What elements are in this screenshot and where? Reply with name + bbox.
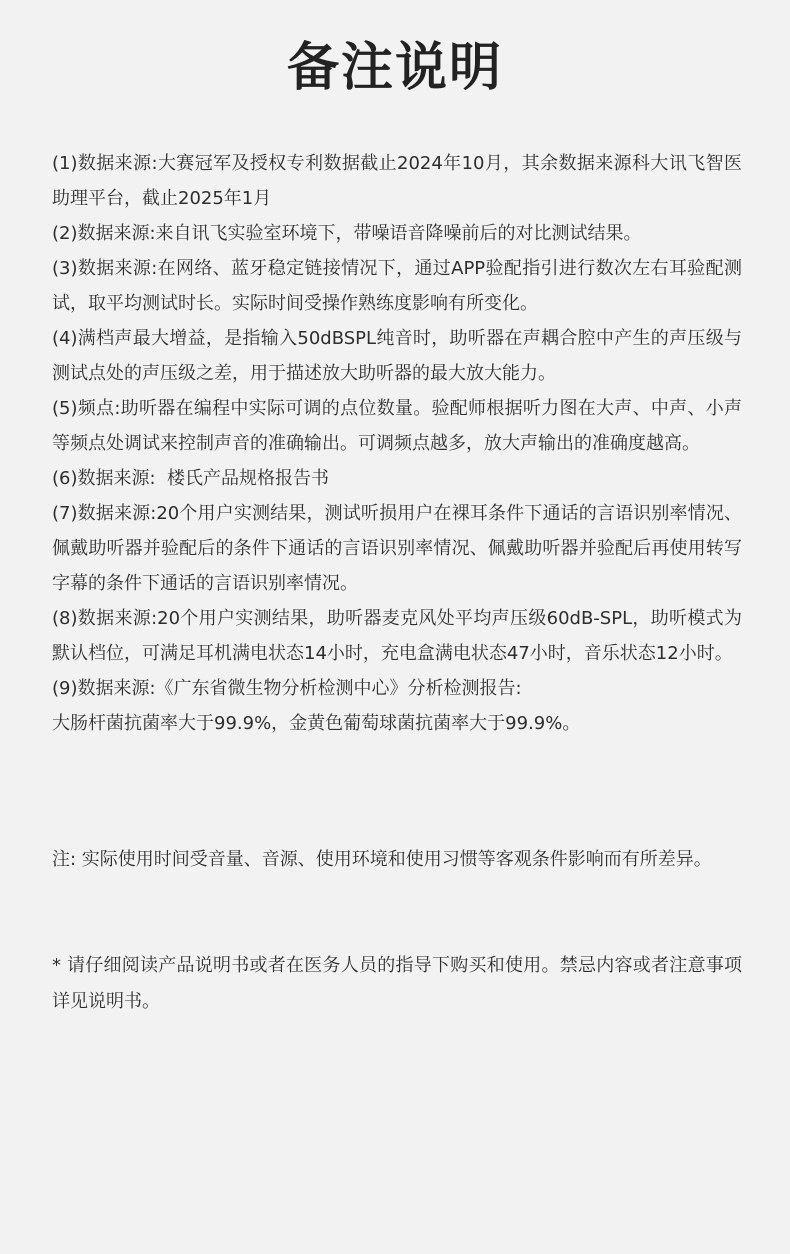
note-9-detail: 大肠杆菌抗菌率大于99.9%，金黄色葡萄球菌抗菌率大于99.9%。 xyxy=(52,713,581,734)
note-1: (1)数据来源:大赛冠军及授权专利数据截止2024年10月，其余数据来源科大讯飞智医助理平台，截止2025年1月 xyxy=(52,153,742,209)
note-9: (9)数据来源:《广东省微生物分析检测中心》分析检测报告: xyxy=(52,678,522,699)
note-7: (7)数据来源:20个用户实测结果，测试听损用户在裸耳条件下通话的言语识别率情况、佩戴助听器并验配后的条件下通话的言语识别率情况、佩戴助听器并验配后再使用转写字幕的条件下通话的言语识别率情况。 xyxy=(52,503,742,594)
page-title: 备注说明 xyxy=(286,38,503,98)
notes-list xyxy=(52,146,742,741)
note-5: (5)频点:助听器在编程中实际可调的点位数量。验配师根据听力图在大声、中声、小声等频点处调试来控制声音的准确输出。可调频点越多，放大声输出的准确度越高。 xyxy=(52,398,742,454)
usage-remark: 注: 实际使用时间受音量、音源、使用环境和使用习惯等客观条件影响而有所差异。 xyxy=(52,849,712,870)
medical-disclaimer: * 请仔细阅读产品说明书或者在医务人员的指导下购买和使用。禁忌内容或者注意事项详见说明书。 xyxy=(52,955,742,1012)
note-6: (6)数据来源: 楼氏产品规格报告书 xyxy=(52,468,330,489)
note-3: (3)数据来源:在网络、蓝牙稳定链接情况下，通过APP验配指引进行数次左右耳验配测试，取平均测试时长。实际时间受操作熟练度影响有所变化。 xyxy=(52,258,742,314)
note-2: (2)数据来源:来自讯飞实验室环境下，带噪语音降噪前后的对比测试结果。 xyxy=(52,223,642,244)
note-4: (4)满档声最大增益，是指输入50dBSPL纯音时，助听器在声耦合腔中产生的声压级与测试点处的声压级之差，用于描述放大助听器的最大放大能力。 xyxy=(52,328,742,384)
note-8: (8)数据来源:20个用户实测结果，助听器麦克风处平均声压级60dB-SPL，助听模式为默认档位，可满足耳机满电状态14小时，充电盒满电状态47小时，音乐状态12小时。 xyxy=(52,608,742,664)
